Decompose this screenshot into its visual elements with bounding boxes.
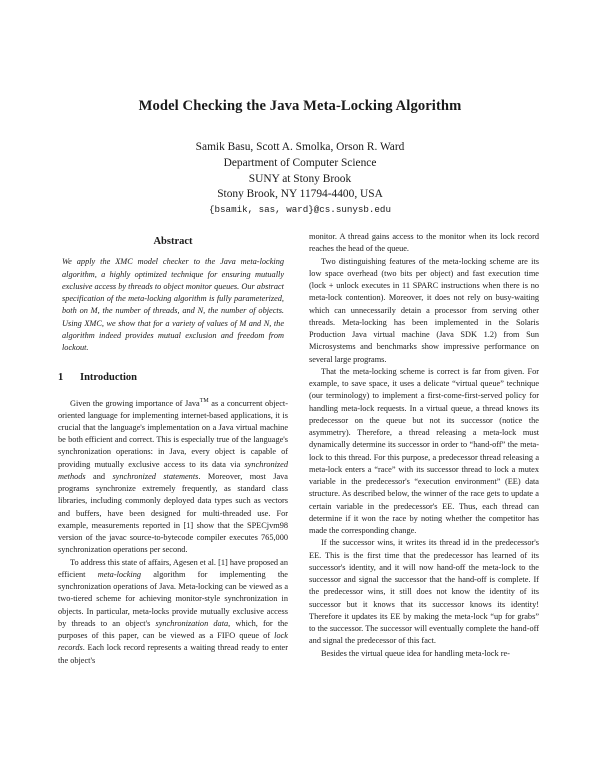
intro-paragraph-4: That the meta-locking scheme is correct is far from given. For example, to save space, it uses a delicate “virtual queue” technique (our terminology) to implement a first-come-first-served policy for handling meta-lock requests. In a virtual queue, a thread knows its predecessor on the queue but not its successor (notice the asymmetry). Therefore, a thread releasing a meta-lock must dynamically determine its successor in order to “hand-off” the meta-lock to this thread. For this purpose, a predecessor thread releasing a meta-lock enters a “race” with its successor thread to lock a mutex variable in the predecessor's “execution environment” (EE) data structure. As described below, the winner of the race gets to update a certain variable in the predecessor's EE. Thus, each thread can determine if it won the race by noting whether the competitor has made the corresponding change. — [309, 366, 539, 535]
intro-p2-text-d: . Each lock record represents a waiting thread ready to enter the object's — [58, 643, 288, 665]
intro-p1-text-b: as a concurrent object-oriented language for implementing internet-based applications, it is crucial that the language's implementation on a Java virtual machine be both efficient and correct. This is especially true of the language's synchronization operations: in Java, every object is capable of providing mutually exclusive access to its data via — [58, 398, 288, 469]
trademark-sup: TM — [199, 397, 209, 404]
intro-p1-emphasis-2: synchronized statements — [112, 471, 199, 481]
intro-p1-text-d: . Moreover, most Java programs synchronize extremely frequently, as standard class libraries, including commonly deployed data types such as vectors and buffers, have been designed for multi-threaded use. For example, measurements reported in [1] show that the SPECjvm98 version of the javac source-to-bytecode compiler executes 765,000 synchronization operations per second. — [58, 471, 288, 555]
author-emails: {bsamik, sas, ward}@cs.sunysb.edu — [209, 204, 391, 215]
location: Stony Brook, NY 11794-4400, USA — [217, 188, 383, 201]
intro-p2-emphasis-2: synchronization data — [155, 618, 229, 628]
abstract-heading: Abstract — [153, 236, 193, 247]
intro-p2-text-b: algorithm for implementing the synchronization operations of Java. Meta-locking can be viewed as a two-tiered scheme for achieving monitor-style synchronization in objects. In particular, meta-locks provide mutually exclusive access by threads to an object's — [58, 569, 288, 628]
abstract-text: We apply the XMC model checker to the Java meta-locking algorithm, a highly optimized technique for ensuring mutually exclusive access by threads to object monitor queues. Our abstract specification of the meta-locking algorithm is fully parameterized, both on M, the number of threads, and N, the number of objects. Using XMC, we show that for a variety of values of M and N, the algorithm indeed provides mutual exclusion and freedom from lockout. — [62, 257, 284, 352]
section-number: 1 — [58, 372, 64, 384]
intro-p1-text-c: and — [85, 471, 113, 481]
intro-p1-emphasis-1: synchronized methods — [58, 459, 288, 481]
intro-p2-text-a: To address this state of affairs, Agesen et al. [1] have proposed an efficient — [58, 557, 288, 579]
intro-paragraph-2 — [58, 557, 288, 667]
institution: SUNY at Stony Brook — [248, 172, 352, 185]
intro-paragraph-5: If the successor wins, it writes its thread id in the predecessor's EE. This is the first time that the predecessor has learned of its successor's identity, and it will now hand-off the meta-lock to the successor and signal the successor that the hand-off is complete. If the predecessor wins, it still does not know the identity of its successor but it knows that its successor knows its identity! Therefore it updates its EE by making the meta-lock “up for grabs” to the successor. The successor will eventually complete the hand-off and signal the predecessor of this fact. — [309, 538, 539, 646]
intro-p2-text-c: , which, for the purposes of this paper, can be viewed as a FIFO queue of — [58, 618, 288, 641]
paper-title: Model Checking the Java Meta-Locking Algorithm — [138, 98, 462, 114]
author-names: Samik Basu, Scott A. Smolka, Orson R. Ward — [195, 141, 405, 153]
intro-paragraph-6: Besides the virtual queue idea for handling meta-lock re- — [321, 648, 510, 658]
intro-p2-emphasis-1: meta-locking — [97, 569, 142, 579]
intro-p2-emphasis-3: lock records — [58, 631, 288, 653]
left-column — [58, 231, 288, 667]
intro-paragraph-3: Two distinguishing features of the meta-locking scheme are its low space overhead (two bits per object) and fast execution time (lock + unlock executes in 11 SPARC instructions when there is no meta-lock contention). Moreover, it does not rely on busy-waiting which can unnecessarily detain a processor from serving other threads. Meta-locking has been implemented in the Solaris Production Java virtual machine (Java SDK 1.2) from Sun Microsystems and benchmarks show impressive performance on several large programs. — [309, 256, 539, 364]
section-title: Introduction — [80, 372, 137, 384]
intro-p1-text-a: Given the growing importance of Java — [70, 398, 200, 408]
section-heading-introduction — [58, 372, 288, 384]
intro-paragraph-2-continued: monitor. A thread gains access to the monitor when its lock record reaches the head of the queue. — [309, 232, 539, 254]
intro-paragraph-1 — [58, 395, 288, 557]
department: Department of Computer Science — [223, 156, 377, 169]
author-block — [0, 140, 600, 203]
right-column — [309, 231, 539, 660]
